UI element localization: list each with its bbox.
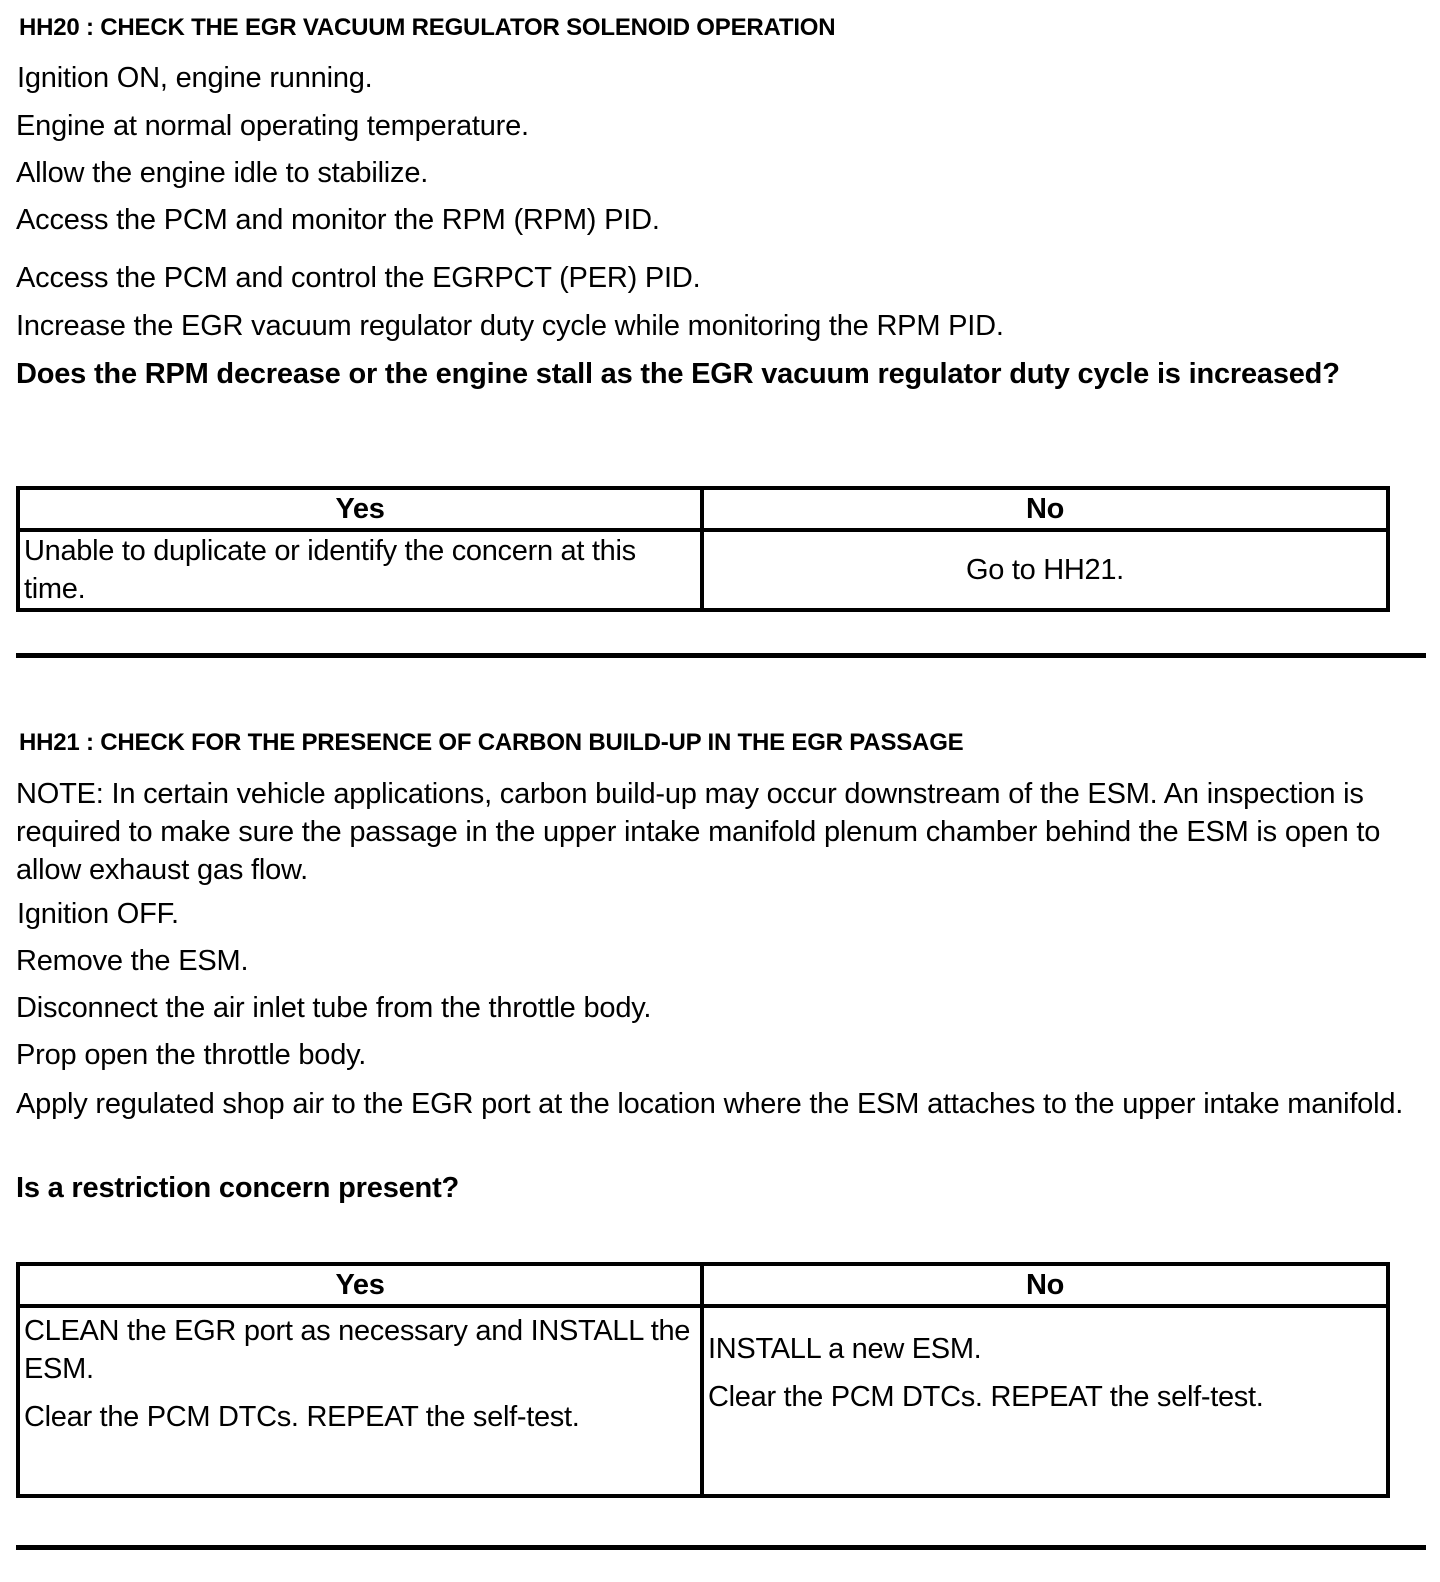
step: Increase the EGR vacuum regulator duty cycle while monitoring the RPM PID. (16, 310, 1004, 342)
step: Disconnect the air inlet tube from the throttle body. (16, 992, 652, 1024)
no-text: Clear the PCM DTCs. REPEAT the self-test. (708, 1381, 1264, 1413)
no-header: No (702, 488, 1388, 530)
no-header: No (702, 1264, 1388, 1306)
yes-text: CLEAN the EGR port as necessary and INSTALL the ESM. (24, 1315, 691, 1385)
no-text: INSTALL a new ESM. (708, 1333, 982, 1365)
step: Ignition ON, engine running. (17, 62, 373, 94)
step: Prop open the throttle body. (16, 1039, 367, 1071)
section-heading-hh20: HH20 : CHECK THE EGR VACUUM REGULATOR SOLENOID OPERATION (19, 14, 836, 41)
question: Is a restriction concern present? (16, 1172, 460, 1204)
no-cell (702, 530, 1388, 610)
step: Ignition OFF. (17, 898, 179, 930)
section-divider (16, 653, 1426, 658)
go-to-hh21-link[interactable]: Go to HH21. (966, 554, 1124, 586)
yes-text: Unable to duplicate or identify the concern at this time. (24, 535, 636, 605)
section-heading-hh21: HH21 : CHECK FOR THE PRESENCE OF CARBON BUILD-UP IN THE EGR PASSAGE (19, 729, 964, 756)
yes-cell (18, 1306, 702, 1496)
note: NOTE: In certain vehicle applications, carbon build-up may occur downstream of the ESM. An inspection is required to make sure the passage in the upper intake manifold plenum chamber behind the ESM is open to allow exhaust gas flow. (16, 778, 1381, 886)
yes-no-table-hh20 (16, 486, 1390, 612)
section-divider (16, 1545, 1426, 1550)
yes-header: Yes (18, 488, 702, 530)
question: Does the RPM decrease or the engine stall as the EGR vacuum regulator duty cycle is increased? (16, 358, 1340, 390)
step: Access the PCM and monitor the RPM (RPM) PID. (16, 204, 660, 236)
no-cell (702, 1306, 1388, 1496)
step: Apply regulated shop air to the EGR port at the location where the ESM attaches to the upper intake manifold. (16, 1088, 1404, 1120)
yes-cell (18, 530, 702, 610)
step: Access the PCM and control the EGRPCT (PER) PID. (16, 262, 701, 294)
yes-header: Yes (18, 1264, 702, 1306)
yes-text: Clear the PCM DTCs. REPEAT the self-test. (24, 1401, 580, 1433)
step: Remove the ESM. (16, 945, 249, 977)
step: Engine at normal operating temperature. (16, 110, 529, 142)
yes-no-table-hh21 (16, 1262, 1390, 1498)
step: Allow the engine idle to stabilize. (16, 157, 429, 189)
